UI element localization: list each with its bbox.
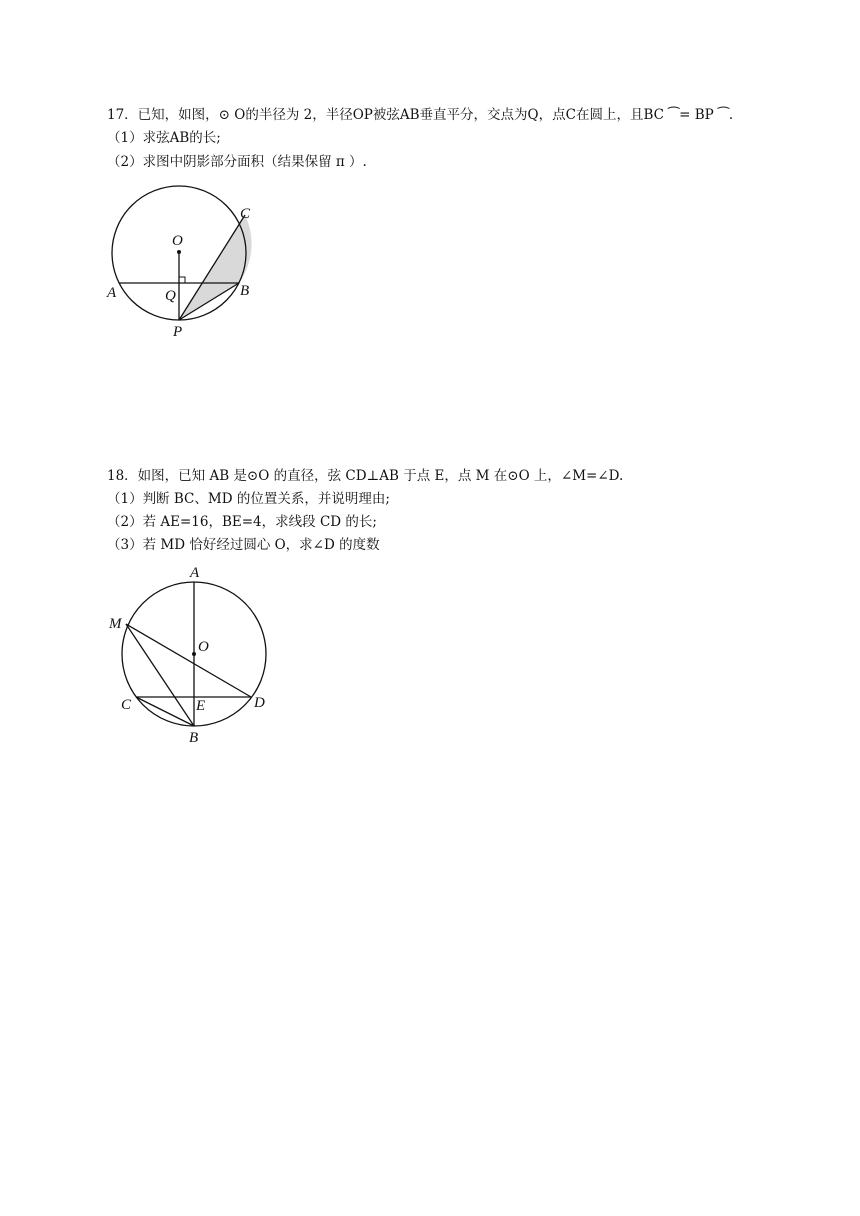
label-a: A bbox=[190, 565, 200, 581]
label-b: B bbox=[189, 730, 199, 746]
problem-17-part-2: （2）求图中阴影部分面积（结果保留 π ）. bbox=[107, 154, 367, 170]
label-q: Q bbox=[165, 288, 176, 304]
label-p: P bbox=[173, 324, 183, 340]
segment-md bbox=[126, 624, 251, 697]
label-c: C bbox=[240, 206, 251, 222]
problem-18-part-1: （1）判断 BC、MD 的位置关系，并说明理由; bbox=[107, 491, 390, 507]
right-angle-mark bbox=[179, 277, 185, 283]
label-b: B bbox=[240, 283, 250, 299]
label-o: O bbox=[198, 639, 209, 655]
problem-18-part-2: （2）若 AE=16，BE=4，求线段 CD 的长; bbox=[107, 514, 377, 530]
problem-18-part-3: （3）若 MD 恰好经过圆心 O，求∠D 的度数 bbox=[107, 537, 380, 553]
problem-17-part-1: （1）求弦AB的长; bbox=[107, 130, 221, 146]
problem-17-statement: 17．已知，如图，⊙ O的半径为 2，半径OP被弦AB垂直平分，交点为Q，点C在圆上，且BC ⁀= BP ⁀. bbox=[107, 107, 734, 123]
problem-18-statement: 18．如图，已知 AB 是⊙O 的直径，弦 CD⊥AB 于点 E，点 M 在⊙O 上，∠M=∠D. bbox=[107, 468, 624, 484]
center-point-o bbox=[192, 652, 196, 656]
center-point-o bbox=[177, 250, 181, 254]
label-d: D bbox=[254, 695, 265, 711]
label-c: C bbox=[121, 697, 132, 713]
label-o: O bbox=[172, 233, 183, 249]
label-e: E bbox=[196, 698, 206, 714]
label-m: M bbox=[109, 616, 122, 632]
segment-bc bbox=[136, 697, 194, 726]
problem-18-figure bbox=[100, 560, 280, 750]
segment-mb bbox=[126, 624, 194, 726]
shaded-region bbox=[179, 215, 252, 320]
problem-17-figure bbox=[100, 200, 270, 345]
label-a: A bbox=[107, 285, 117, 301]
